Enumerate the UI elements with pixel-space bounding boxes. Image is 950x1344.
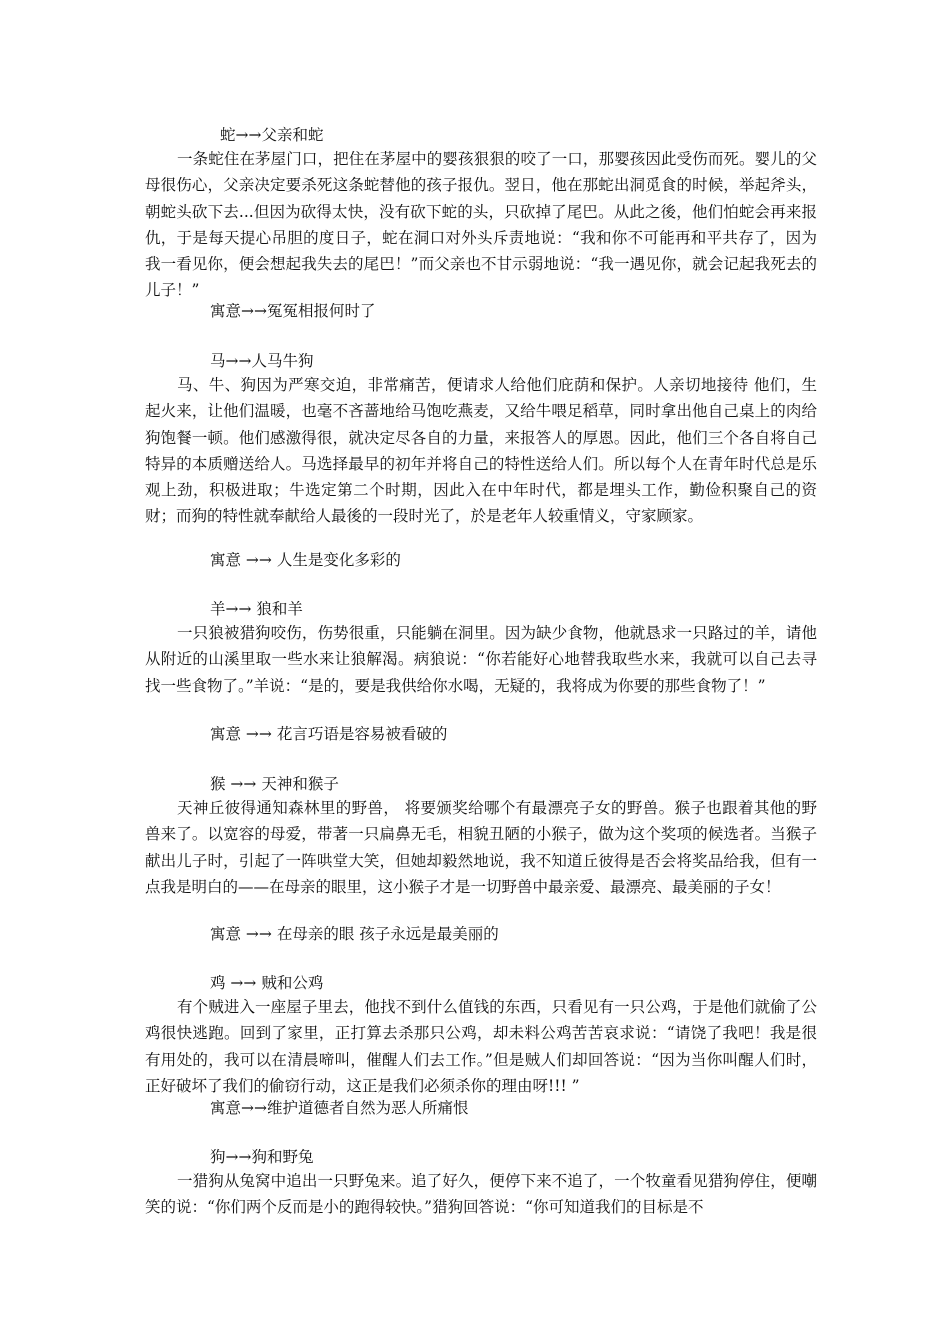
fable-moral: 寓意 →→ 花言巧语是容易被看破的 xyxy=(210,725,448,743)
fable-title: 羊→→ 狼和羊 xyxy=(210,600,303,618)
fable-moral: 寓意→→维护道德者自然为恶人所痛恨 xyxy=(210,1099,469,1117)
fable-moral: 寓意 →→ 人生是变化多彩的 xyxy=(210,551,401,569)
fable-title: 鸡 →→ 贼和公鸡 xyxy=(210,974,324,992)
fable-body: 一只狼被猎狗咬伤，伤势很重，只能躺在洞里。因为缺少食物，他就恳求一只路过的羊，请他从附近的山溪里取一些水来让狼解渴。病狼说：“你若能好心地替我取些水来，我就可以自己去寻找一些食物了。”羊说：“是的，要是我供给你水喝，无疑的，我将成为你要的那些食物了！” xyxy=(145,624,817,695)
fable-body: 马、牛、狗因为严寒交迫，非常痛苦，便请求人给他们庇荫和保护。人亲切地接待 他们，生起火来，让他们温暖，也毫不吝蔷地给马饱吃燕麦，又给牛喂足稻草，同时拿出他自己桌上的肉给狗饱餐一顿。他们感激得很，就决定尽各自的力量，来报答人的厚恩。因此，他们三个各自将自己特异的本质赠送给人。马选择最早的初年并将自己的特性送给人们。所以每个人在青年时代总是乐观上劲，积极进取；牛选定第二个时期，因此入在中年时代，都是埋头工作，勤俭积聚自己的资财；而狗的特性就奉献给人最後的一段时光了，於是老年人较重情义，守家顾家。 xyxy=(145,376,817,526)
fable-title: 狗→→狗和野兔 xyxy=(210,1148,314,1166)
fable-title: 蛇→→父亲和蛇 xyxy=(220,126,324,144)
fable-body: 一猎狗从兔窝中追出一只野兔来。追了好久，便停下来不追了，一个牧童看见猎狗停住，便嘲笑的说：“你们两个反而是小的跑得较快。”猎狗回答说：“你可知道我们的目标是不 xyxy=(145,1172,817,1217)
fable-moral: 寓意→→冤冤相报何时了 xyxy=(210,302,376,320)
fable-body: 有个贼进入一座屋子里去，他找不到什么值钱的东西，只看见有一只公鸡，于是他们就偷了公鸡很快逃跑。回到了家里，正打算去杀那只公鸡，却未料公鸡苦苦哀求说：“请饶了我吧！我是很有用处的，我可以在清晨啼叫，催醒人们去工作。”但是贼人们却回答说：“因为当你叫醒人们时，正好破坏了我们的偷窃行动，这正是我们必须杀你的理由呀!!! ” xyxy=(145,998,817,1095)
fable-title: 马→→人马牛狗 xyxy=(210,352,314,370)
fable-body: 天神丘彼得通知森林里的野兽， 将要颁奖给哪个有最漂亮子女的野兽。猴子也跟着其他的野兽来了。以宽容的母爱，带著一只扁鼻无毛，相貌丑陋的小猴子，做为这个奖项的候选者。当猴子献出儿子时，引起了一阵哄堂大笑，但她却毅然地说，我不知道丘彼得是否会将奖品给我，但有一点我是明白的——在母亲的眼里，这小猴子才是一切野兽中最亲爱、最漂亮、最美丽的子女！ xyxy=(145,799,817,896)
fable-body: 一条蛇住在茅屋门口，把住在茅屋中的婴孩狠狠的咬了一口，那婴孩因此受伤而死。婴儿的父母很伤心，父亲决定要杀死这条蛇替他的孩子报仇。翌日，他在那蛇出洞觅食的时候，举起斧头，朝蛇头砍下去...但因为砍得太快，没有砍下蛇的头，只砍掉了尾巴。从此之後，他们怕蛇会再来报仇，于是每天提心吊胆的度日子，蛇在洞口对外头斥责地说：“我和你不可能再和平共存了，因为我一看见你，便会想起我失去的尾巴！”而父亲也不甘示弱地说：“我一遇见你，就会记起我死去的儿子！” xyxy=(145,150,817,300)
fable-title: 猴 →→ 天神和猴子 xyxy=(210,775,339,793)
fable-moral: 寓意 →→ 在母亲的眼 孩子永远是最美丽的 xyxy=(210,925,499,943)
